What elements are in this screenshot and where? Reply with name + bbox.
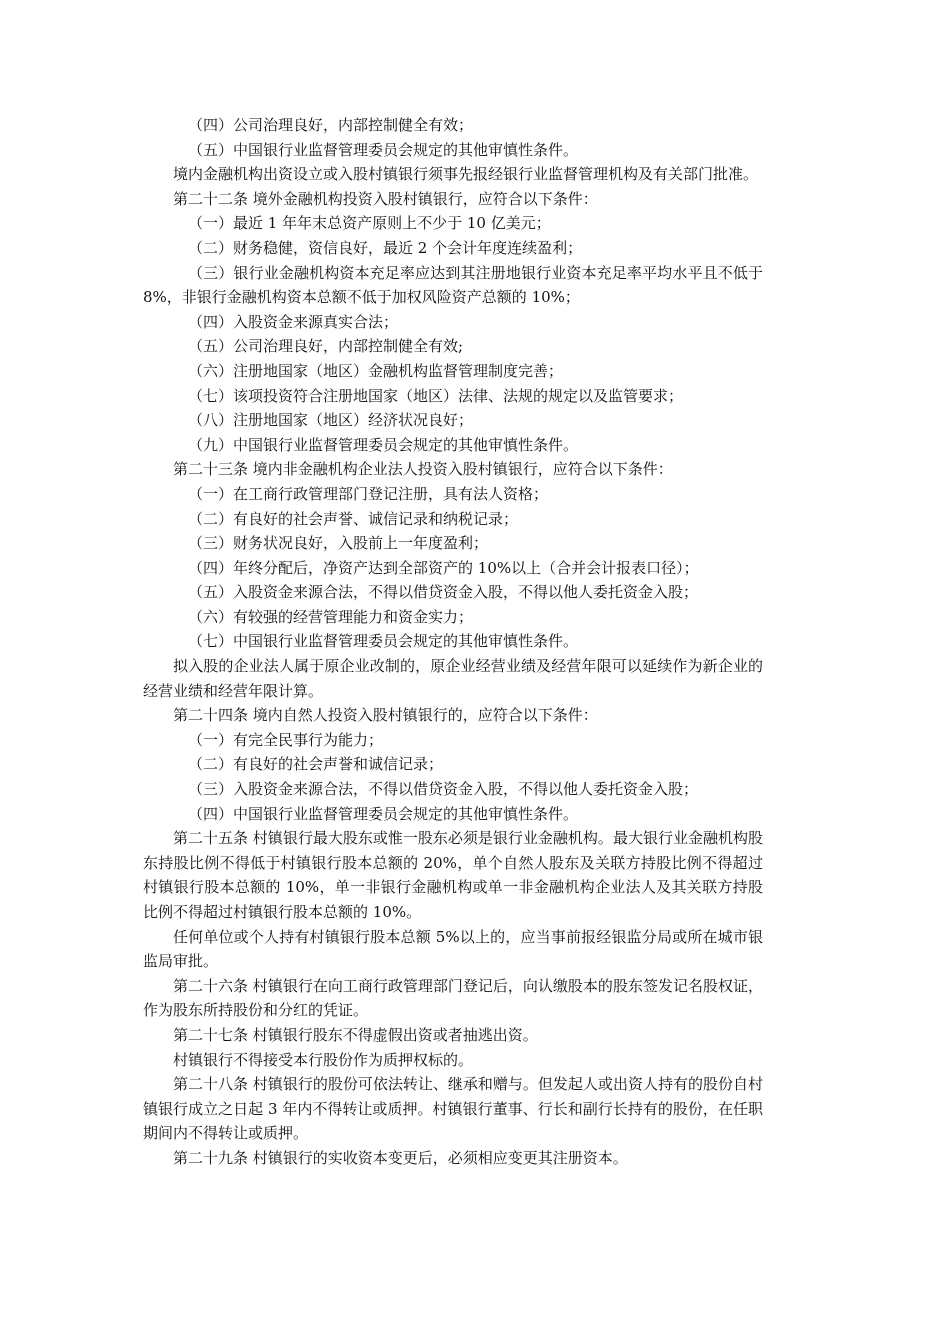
list-item: （四）年终分配后，净资产达到全部资产的 10%以上（合并会计报表口径）； xyxy=(188,558,699,577)
list-item: （四）中国银行业监督管理委员会规定的其他审慎性条件。 xyxy=(188,804,579,823)
list-item: （三）财务状况良好，入股前上一年度盈利； xyxy=(188,534,489,553)
article-heading: 第二十三条 境内非金融机构企业法人投资入股村镇银行，应符合以下条件： xyxy=(173,460,673,479)
list-item: （四）入股资金来源真实合法； xyxy=(188,312,399,331)
list-item: （七）该项投资符合注册地国家（地区）法律、法规的规定以及监管要求； xyxy=(188,386,684,405)
list-item: （三）入股资金来源合法，不得以借贷资金入股，不得以他人委托资金入股； xyxy=(188,780,699,799)
list-item: （二）有良好的社会声誉、诚信记录和纳税记录； xyxy=(188,509,519,528)
article-heading: 第二十二条 境外金融机构投资入股村镇银行，应符合以下条件： xyxy=(173,189,598,208)
article-heading: 第二十四条 境内自然人投资入股村镇银行的，应符合以下条件： xyxy=(173,706,598,725)
article-paragraph: 第二十九条 村镇银行的实收资本变更后，必须相应变更其注册资本。 xyxy=(173,1148,628,1167)
list-item: （六）注册地国家（地区）金融机构监督管理制度完善； xyxy=(188,361,564,380)
list-item: （一）在工商行政管理部门登记注册，具有法人资格； xyxy=(188,484,549,503)
list-item: （一）有完全民事行为能力； xyxy=(188,730,384,749)
list-item: （八）注册地国家（地区）经济状况良好； xyxy=(188,411,474,430)
list-item: （四）公司治理良好，内部控制健全有效； xyxy=(188,116,474,134)
paragraph: 村镇银行不得接受本行股份作为质押权标的。 xyxy=(173,1050,474,1069)
article-paragraph: 第二十五条 村镇银行最大股东或惟一股东必须是银行业金融机构。最大银行业金融机构股东持股比例不得低于村镇银行股本总额的 20%，单个自然人股东及关联方持股比例不得超过村镇银行股本总额的 10%，单一非银行金融机构或单一非金融机构企业法人及其关联方持股比例不得超过村镇银行股本总额的 10%。 xyxy=(143,829,763,921)
list-item: （三）银行业金融机构资本充足率应达到其注册地银行业资本充足率平均水平且不低于 8%，非银行金融机构资本总额不低于加权风险资产总额的 10%； xyxy=(143,263,763,307)
list-item: （七）中国银行业监督管理委员会规定的其他审慎性条件。 xyxy=(188,632,579,651)
list-item: （九）中国银行业监督管理委员会规定的其他审慎性条件。 xyxy=(188,435,579,454)
paragraph: 任何单位或个人持有村镇银行股本总额 5%以上的，应当事前报经银监分局或所在城市银监局审批。 xyxy=(143,927,763,971)
article-paragraph: 第二十八条 村镇银行的股份可依法转让、继承和赠与。但发起人或出资人持有的股份自村镇银行成立之日起 3 年内不得转让或质押。村镇银行董事、行长和副行长持有的股份，在任职期间内不得转让或质押。 xyxy=(143,1075,763,1143)
list-item: （一）最近 1 年年末总资产原则上不少于 10 亿美元； xyxy=(188,214,551,233)
list-item: （五）公司治理良好，内部控制健全有效; xyxy=(188,337,464,356)
list-item: （六）有较强的经营管理能力和资金实力； xyxy=(188,607,474,626)
list-item: （二）财务稳健，资信良好，最近 2 个会计年度连续盈利； xyxy=(188,238,583,257)
paragraph: 境内金融机构出资设立或入股村镇银行须事先报经银行业监督管理机构及有关部门批准。 xyxy=(173,165,759,184)
list-item: （五）入股资金来源合法，不得以借贷资金入股，不得以他人委托资金入股； xyxy=(188,583,699,602)
list-item: （五）中国银行业监督管理委员会规定的其他审慎性条件。 xyxy=(188,140,579,159)
article-paragraph: 第二十六条 村镇银行在向工商行政管理部门登记后，向认缴股本的股东签发记名股权证，作为股东所持股份和分红的凭证。 xyxy=(143,976,763,1020)
paragraph: 拟入股的企业法人属于原企业改制的，原企业经营业绩及经营年限可以延续作为新企业的经营业绩和经营年限计算。 xyxy=(143,657,763,700)
list-item: （二）有良好的社会声誉和诚信记录； xyxy=(188,755,444,774)
document-body xyxy=(143,113,763,1171)
article-paragraph: 第二十七条 村镇银行股东不得虚假出资或者抽逃出资。 xyxy=(173,1025,538,1044)
